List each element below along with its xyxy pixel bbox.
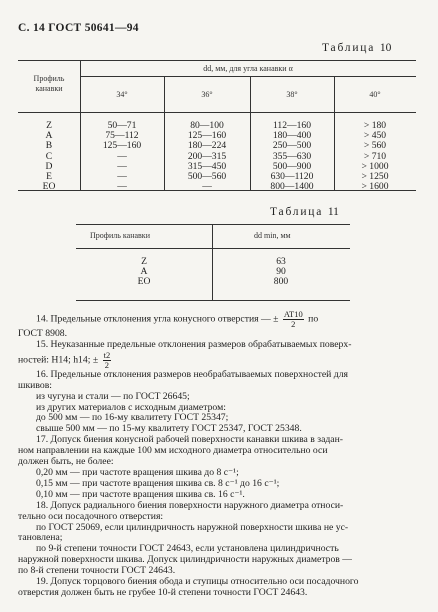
at10-fraction	[283, 310, 304, 329]
paragraph-15: 15. Неуказанные предельные отклонения размеров обрабатываемых поверх-	[36, 338, 352, 350]
angle-header: 38°	[286, 90, 298, 99]
table-11-title	[270, 206, 339, 218]
table-cell: > 1600	[361, 181, 389, 193]
p17-line: должен быть, не более:	[18, 456, 114, 468]
table-11	[76, 224, 350, 300]
p14-line2: ГОСТ 8908.	[18, 328, 68, 339]
table-cell: 315—450	[187, 160, 227, 172]
table-cell: 125—160	[102, 140, 142, 152]
table-cell: D	[45, 160, 53, 172]
t11-value-column	[212, 257, 350, 288]
dmin-header: dd min, мм	[254, 231, 291, 240]
p19-line: отверстия должен быть не грубее 10-й степени точности ГОСТ 24643.	[18, 586, 308, 598]
fraction-denominator: 2	[104, 359, 110, 370]
p18-line: по 9-й степени точности ГОСТ 24643, если установлена цилиндричность	[36, 543, 339, 555]
row-header: Профиль канавки	[33, 74, 65, 93]
table-cell: 500—900	[272, 160, 312, 172]
p17-line: ном направлении на каждые 100 мм исходного диаметра относительно оси	[18, 445, 328, 457]
table-11-number: 11	[327, 206, 339, 218]
p18-line: тельно оси посадочного отверстия:	[18, 510, 164, 522]
table-cell: 800—1400	[270, 181, 314, 193]
table-10-header-rule	[18, 112, 416, 113]
table-11-title-word: Таблица	[270, 206, 324, 218]
p18-line: наружной поверхности шкива. Допуск цилиндричности наружных диаметров —	[18, 554, 352, 566]
fraction-numerator: t2	[103, 349, 111, 360]
table-cell: > 710	[363, 150, 387, 162]
paragraph-19: 19. Допуск торцового биения обода и ступицы относительно оси посадочного	[36, 576, 359, 588]
t11-profile-column	[76, 257, 212, 288]
p16-line: до 500 мм — по 16-му квалитету ГОСТ 25347;	[36, 412, 229, 424]
table-cell: 50—71	[107, 120, 137, 131]
table-cell: 630—1120	[270, 171, 314, 183]
table-cell: 250—500	[272, 140, 312, 152]
table-cell: 125—160	[187, 130, 227, 142]
table-cell: > 1000	[361, 160, 389, 172]
table-10-title-word: Таблица	[322, 42, 376, 54]
p14-tail: по	[308, 313, 319, 325]
table-cell: 180—224	[187, 140, 227, 152]
table-cell: Z	[141, 256, 147, 267]
table-cell: Z	[46, 120, 52, 131]
col-34	[80, 121, 164, 192]
table-cell: 75—112	[105, 130, 139, 142]
angle-header: 40°	[369, 90, 381, 99]
table-cell: E	[46, 171, 52, 183]
table-cell: A	[45, 130, 53, 142]
table-10-number: 10	[379, 42, 392, 54]
profile-column	[18, 121, 80, 192]
body-text	[18, 300, 418, 599]
p15-text: ностей: Н14; h14; ±	[18, 354, 99, 366]
profile-header: Профиль канавки	[90, 231, 150, 240]
p17-line: 0,20 мм — при частоте вращения шкива до 8 с⁻¹;	[36, 466, 239, 478]
page-header: С. 14 ГОСТ 50641—94	[18, 22, 139, 34]
table-cell: > 450	[363, 130, 387, 142]
table-cell: —	[117, 150, 127, 162]
col-40	[334, 121, 416, 192]
fraction-denominator: 2	[291, 319, 296, 329]
table-cell: —	[117, 171, 127, 183]
table-11-header-rule	[76, 248, 350, 249]
table-10-group-rule	[80, 76, 416, 77]
angle-header: 34°	[116, 90, 128, 99]
table-cell: 200—315	[187, 150, 227, 162]
table-cell: 112—160	[272, 120, 312, 131]
col-36	[164, 121, 250, 192]
table-cell: —	[117, 160, 127, 172]
p18-line: по ГОСТ 25069, если цилиндричность наружной поверхности шкива не ус-	[36, 521, 349, 533]
table-cell: EO	[42, 181, 56, 193]
col-38	[250, 121, 334, 192]
p17-line: 0,10 мм — при частоте вращения шкива св. 16 с⁻¹.	[36, 488, 245, 500]
p16-line: шкивов:	[18, 379, 52, 391]
table-cell: C	[45, 150, 53, 162]
paragraph-17: 17. Допуск биения конусной рабочей поверхности канавки шкива в задан-	[36, 434, 344, 446]
table-cell: 63	[276, 256, 286, 267]
table-cell: 90	[276, 266, 286, 278]
table-10-title	[322, 42, 391, 54]
angle-header: 36°	[201, 90, 213, 99]
paragraph-14	[18, 310, 418, 329]
p16-line: из чугуна и стали — по ГОСТ 26645;	[36, 390, 190, 402]
p16-line: из других материалов с исходным диаметром:	[36, 401, 226, 413]
p16-line: свыше 500 мм — по 15-му квалитету ГОСТ 25347, ГОСТ 25348.	[36, 423, 302, 435]
table-10-top-rule	[18, 60, 416, 61]
table-cell: 180—400	[272, 130, 312, 142]
p17-line: 0,15 мм — при частоте вращения шкива св. 8 с⁻¹ до 16 с⁻¹;	[36, 477, 280, 489]
group-header: dd, мм, для угла канавки α	[203, 64, 293, 73]
paragraph-16: 16. Предельные отклонения размеров необрабатываемых поверхностей для	[36, 368, 348, 380]
table-cell: —	[117, 181, 127, 193]
t2-fraction	[103, 351, 112, 370]
table-cell: —	[202, 181, 212, 193]
table-cell: B	[45, 140, 53, 152]
table-cell: 80—100	[190, 120, 224, 131]
paragraph-18: 18. Допуск радиального биения поверхности наружного диаметра относи-	[36, 499, 344, 511]
table-cell: 500—560	[187, 171, 227, 183]
table-11-top-rule	[76, 224, 350, 225]
table-cell: > 1250	[361, 171, 389, 183]
table-cell: A	[140, 266, 148, 278]
table-cell: > 560	[363, 140, 387, 152]
p15-line2	[18, 351, 418, 370]
fraction-numerator: AT10	[283, 309, 303, 319]
p18-line: по 8-й степени точности ГОСТ 24643.	[18, 565, 176, 577]
p18-line: тановлена;	[18, 532, 63, 544]
table-cell: EO	[137, 276, 151, 288]
p14-text: 14. Предельные отклонения угла конусного отверстия — ±	[36, 313, 279, 325]
table-cell: 800	[273, 276, 289, 288]
table-cell: > 180	[363, 120, 387, 131]
table-10	[18, 60, 416, 193]
table-cell: 355—630	[272, 150, 312, 162]
